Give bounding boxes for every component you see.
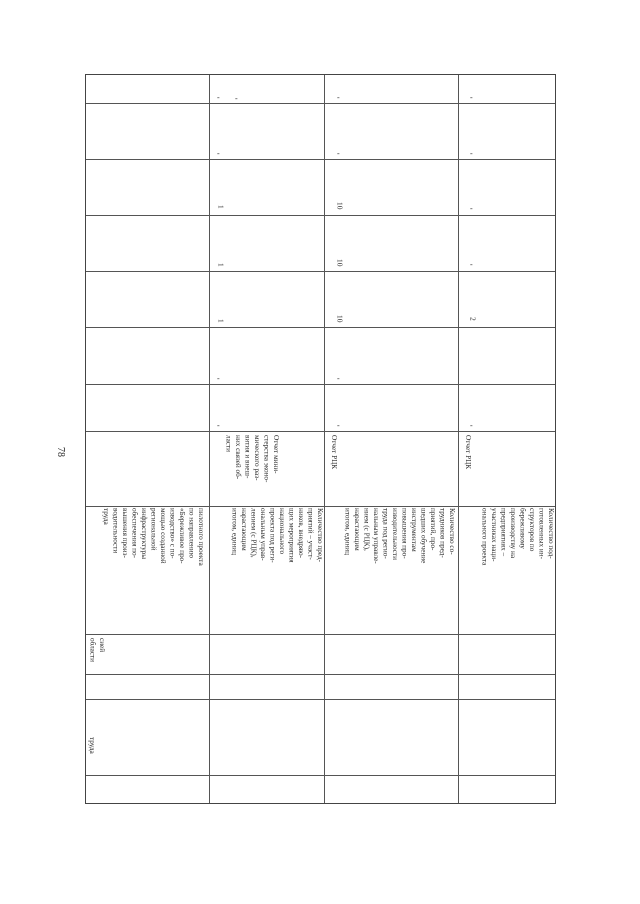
row-value: - xyxy=(470,260,473,269)
table-rule xyxy=(86,327,555,328)
row-value: - xyxy=(337,374,340,383)
table-rule xyxy=(86,506,555,507)
page-number: 78 xyxy=(55,447,66,457)
column-region-label: сией области xyxy=(88,638,106,663)
row-value: - xyxy=(470,204,473,213)
table-rule xyxy=(86,674,555,675)
row-indicator: Количество под- готовленных ин- структоров по бережливому производству на предприятиях – участниках наци- онального проекта xyxy=(480,508,555,566)
table-rule xyxy=(86,215,555,216)
row-value: - xyxy=(470,421,473,430)
row-value: 1 xyxy=(216,319,226,323)
row-value: 1 xyxy=(216,263,226,267)
row-indicator: пилотного проекта по направлению «Бережливое про- изводство» с по- мощью созданной региональной инфраструктуры обеспечения по- вышения произ- водительности труда xyxy=(102,508,205,566)
table-rule xyxy=(86,384,555,385)
table-rule xyxy=(86,159,555,160)
row-value: 10 xyxy=(335,315,345,323)
row-value: 10 xyxy=(335,202,345,210)
row-source: Отчет РЦК xyxy=(330,435,338,470)
row-value: - xyxy=(235,94,238,103)
table-rule xyxy=(86,271,555,272)
row-value: 2 xyxy=(468,317,478,321)
table-rule xyxy=(458,75,459,803)
row-value: - xyxy=(217,374,220,383)
row-value: - xyxy=(217,421,220,430)
row-value: - xyxy=(337,421,340,430)
row-source: Отчет мини- стерства эконо- мического раз- вития и внеш- них связей об- ласти xyxy=(224,435,280,483)
table-rule xyxy=(86,103,555,104)
table-rule xyxy=(86,431,555,432)
row-value: - xyxy=(337,149,340,158)
row-value: - xyxy=(470,149,473,158)
table-rule xyxy=(86,699,555,700)
data-table xyxy=(85,74,556,804)
row-value: - xyxy=(217,93,220,102)
row-source: Отчет РЦК xyxy=(464,435,472,470)
table-rule xyxy=(324,75,325,803)
row-value: - xyxy=(470,93,473,102)
column-first-label: труда xyxy=(88,737,96,754)
table-rule xyxy=(86,775,555,776)
row-indicator: Количество пред- приятий – участ- ников, внедряю- щих мероприятия национального проекта под реги- ональным управ- лением (с РЦК), нарастающим итогом, единиц xyxy=(230,508,324,563)
row-value: 1 xyxy=(216,205,226,209)
row-value: 10 xyxy=(335,259,345,267)
row-value: - xyxy=(217,149,220,158)
row-indicator: Количество со- трудников пред- приятий, про- шедших обучение инструментам повышения про- изводительности труда под регио- нальным управле- нием (с РЦК), нарастающим итогом, единиц xyxy=(343,508,456,564)
row-value: - xyxy=(337,93,340,102)
table-rule xyxy=(86,634,555,635)
